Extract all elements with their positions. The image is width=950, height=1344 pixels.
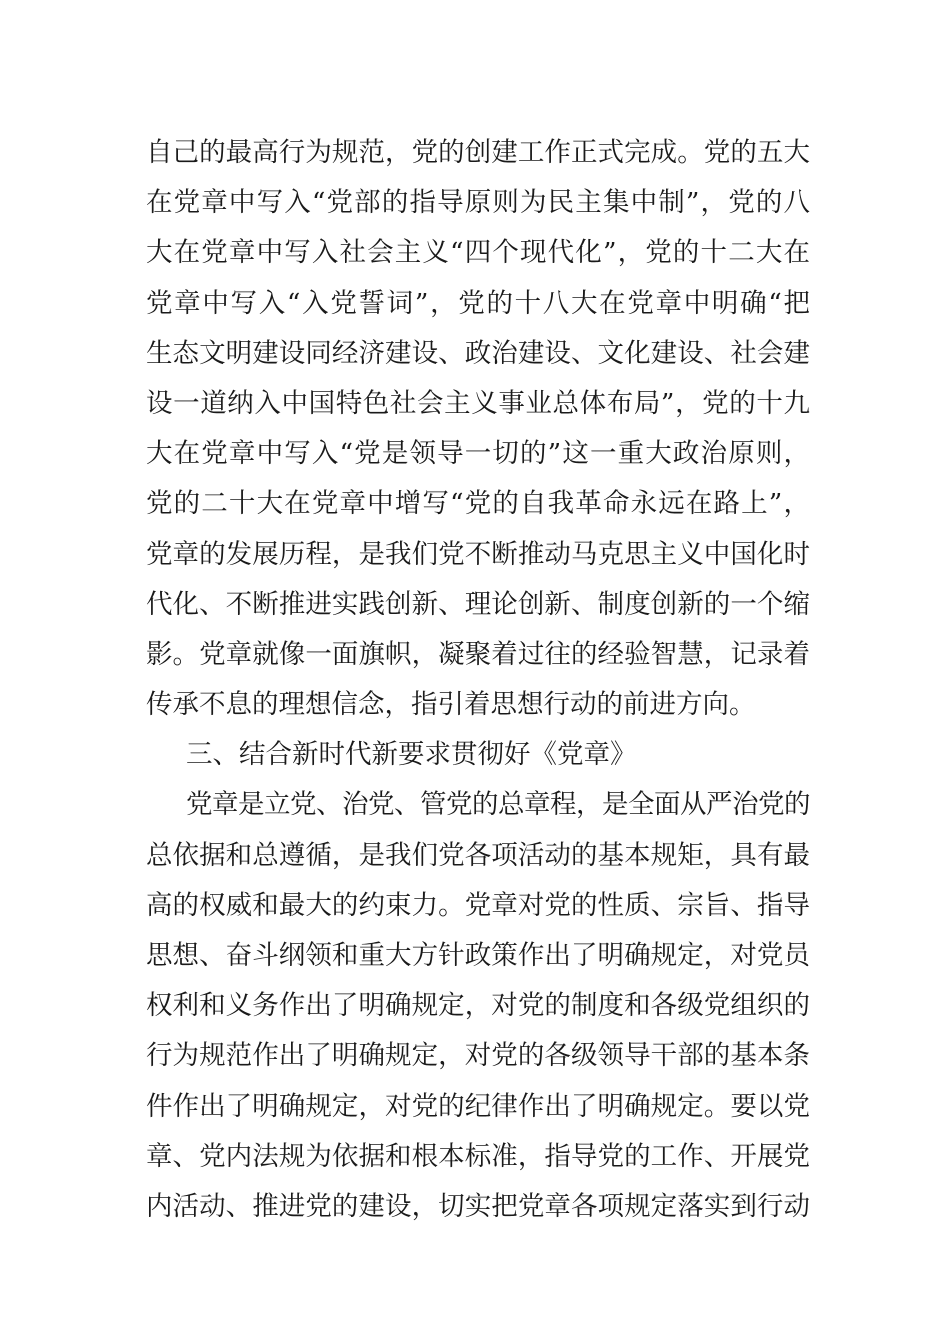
text-line: 影。党章就像一面旗帜，凝聚着过往的经验智慧，记录着 [146, 638, 810, 670]
section-heading: 三、结合新时代新要求贯彻好《党章》 [186, 739, 637, 771]
paragraph-end-line: 传承不息的理想信念，指引着思想行动的前进方向。 [146, 689, 756, 721]
text-line: 代化、不断推进实践创新、理论创新、制度创新的一个缩 [146, 588, 810, 620]
text-line: 权利和义务作出了明确规定，对党的制度和各级党组织的 [146, 990, 810, 1022]
text-line: 章、党内法规为依据和根本标准，指导党的工作、开展党 [146, 1140, 810, 1172]
text-line: 行为规范作出了明确规定，对党的各级领导干部的基本条 [146, 1040, 810, 1072]
text-line: 自己的最高行为规范，党的创建工作正式完成。党的五大 [146, 137, 810, 168]
text-line: 在党章中写入“党部的指导原则为民主集中制”，党的八 [146, 187, 810, 219]
text-line: 生态文明建设同经济建设、政治建设、文化建设、社会建 [146, 337, 810, 369]
paragraph-first-line: 党章是立党、治党、管党的总章程，是全面从严治党的 [186, 789, 810, 821]
text-line: 内活动、推进党的建设，切实把党章各项规定落实到行动 [146, 1190, 810, 1222]
text-line: 高的权威和最大的约束力。党章对党的性质、宗旨、指导 [146, 889, 810, 921]
text-line: 设一道纳入中国特色社会主义事业总体布局”，党的十九 [146, 387, 810, 419]
text-line: 思想、奋斗纲领和重大方针政策作出了明确规定，对党员 [146, 940, 810, 971]
text-line: 总依据和总遵循，是我们党各项活动的基本规矩，具有最 [146, 839, 810, 871]
text-line: 党章中写入“入党誓词”，党的十八大在党章中明确“把 [146, 287, 810, 319]
text-line: 党章的发展历程，是我们党不断推动马克思主义中国化时 [146, 538, 810, 570]
body-text [146, 128, 810, 1232]
text-line: 大在党章中写入“党是领导一切的”这一重大政治原则， [146, 438, 810, 470]
text-line: 党的二十大在党章中增写“党的自我革命永远在路上”， [146, 488, 810, 520]
text-line: 件作出了明确规定，对党的纪律作出了明确规定。要以党 [146, 1090, 810, 1122]
text-line: 大在党章中写入社会主义“四个现代化”，党的十二大在 [146, 237, 810, 269]
